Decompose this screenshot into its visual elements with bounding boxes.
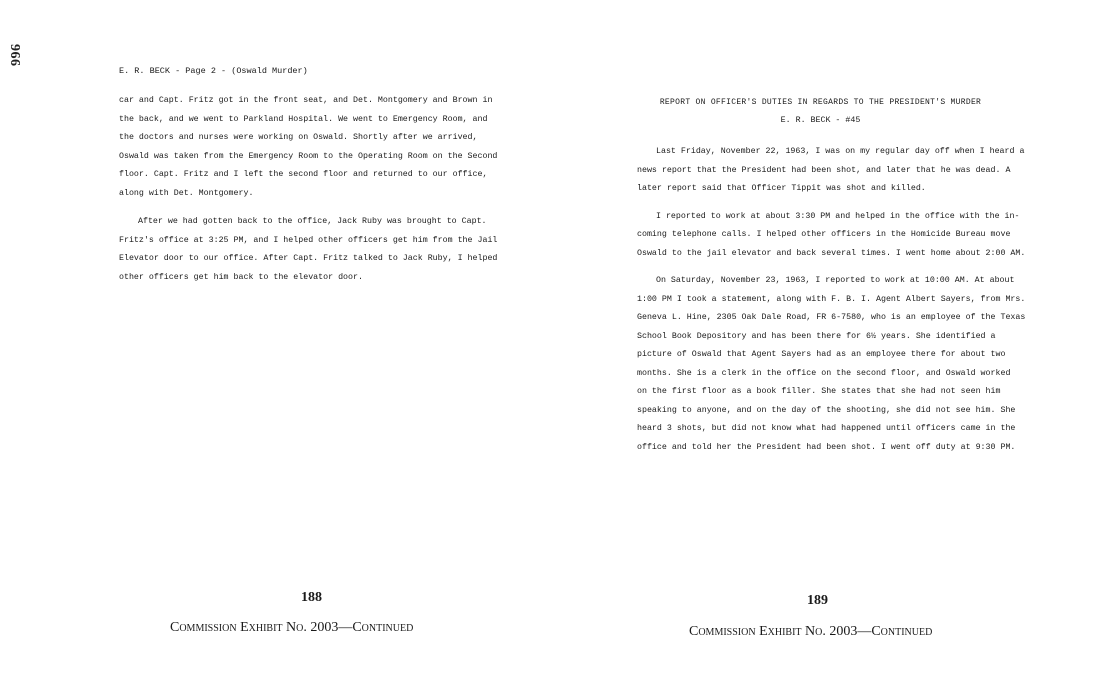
text-line: Oswald to the jail elevator and back several times. I went home about 2:00 AM. [637, 248, 1026, 258]
text-line: floor. Capt. Fritz and I left the second floor and returned to our office, [119, 170, 488, 179]
text-line: on the first floor as a book filler. She states that she had not seen him [637, 387, 1001, 396]
text-line: Fritz's office at 3:25 PM, and I helped other officers get him from the Jail [119, 235, 498, 245]
left-page-number: 188 [301, 590, 322, 605]
text-line: I reported to work at about 3:30 PM and helped in the office with the in- [656, 211, 1020, 221]
text-line: picture of Oswald that Agent Sayers had as an employee there for about two [637, 350, 1006, 359]
text-line: other officers get him back to the elevator door. [119, 272, 363, 282]
text-line: later report said that Officer Tippit was shot and killed. [637, 184, 926, 193]
left-page-header: E. R. BECK - Page 2 - (Oswald Murder) [119, 66, 308, 76]
right-page-subtitle: E. R. BECK - #45 [780, 116, 861, 125]
text-line: Geneva L. Hine, 2305 Oak Dale Road, FR 6-7580, who is an employee of the Texas [637, 313, 1026, 322]
text-line: along with Det. Montgomery. [119, 188, 254, 198]
text-line: car and Capt. Fritz got in the front seat, and Det. Montgomery and Brown in [119, 96, 493, 105]
text-line: heard 3 shots, but did not know what had happened until officers came in the [637, 424, 1016, 433]
text-line: the back, and we went to Parkland Hospital. We went to Emergency Room, and [119, 114, 488, 124]
right-page [547, 0, 1094, 691]
text-line: On Saturday, November 23, 1963, I reported to work at 10:00 AM. At about [656, 276, 1015, 285]
left-exhibit-label: Commission Exhibit No. 2003—Continued [170, 620, 414, 635]
right-page-title: REPORT ON OFFICER'S DUTIES IN REGARDS TO THE PRESIDENT'S MURDER [659, 98, 982, 107]
side-page-number: 966 [7, 44, 22, 67]
text-line: Oswald was taken from the Emergency Room to the Operating Room on the Second [119, 151, 498, 161]
text-line: the doctors and nurses were working on Oswald. Shortly after we arrived, [119, 133, 478, 142]
text-line: months. She is a clerk in the office on the second floor, and Oswald worked [637, 368, 1011, 378]
right-page-number: 189 [807, 593, 828, 608]
text-line: After we had gotten back to the office, Jack Ruby was brought to Capt. [138, 217, 487, 226]
text-line: office and told her the President had been shot. I went off duty at 9:30 PM. [637, 442, 1016, 452]
text-line: news report that the President had been shot, and later that he was dead. A [637, 165, 1011, 175]
left-page-body [119, 92, 497, 287]
text-line: Last Friday, November 22, 1963, I was on my regular day off when I heard a [656, 147, 1025, 156]
text-line: 1:00 PM I took a statement, along with F. B. I. Agent Albert Sayers, from Mrs. [637, 294, 1026, 304]
right-page-body [637, 143, 1025, 457]
text-line: School Book Depository and has been there for 6½ years. She identified a [637, 331, 996, 341]
right-exhibit-label: Commission Exhibit No. 2003—Continued [689, 624, 933, 639]
text-line: speaking to anyone, and on the day of the shooting, she did not see him. She [637, 405, 1016, 415]
text-line: coming telephone calls. I helped other officers in the Homicide Bureau move [637, 230, 1011, 239]
text-line: Elevator door to our office. After Capt. Fritz talked to Jack Ruby, I helped [119, 254, 498, 263]
